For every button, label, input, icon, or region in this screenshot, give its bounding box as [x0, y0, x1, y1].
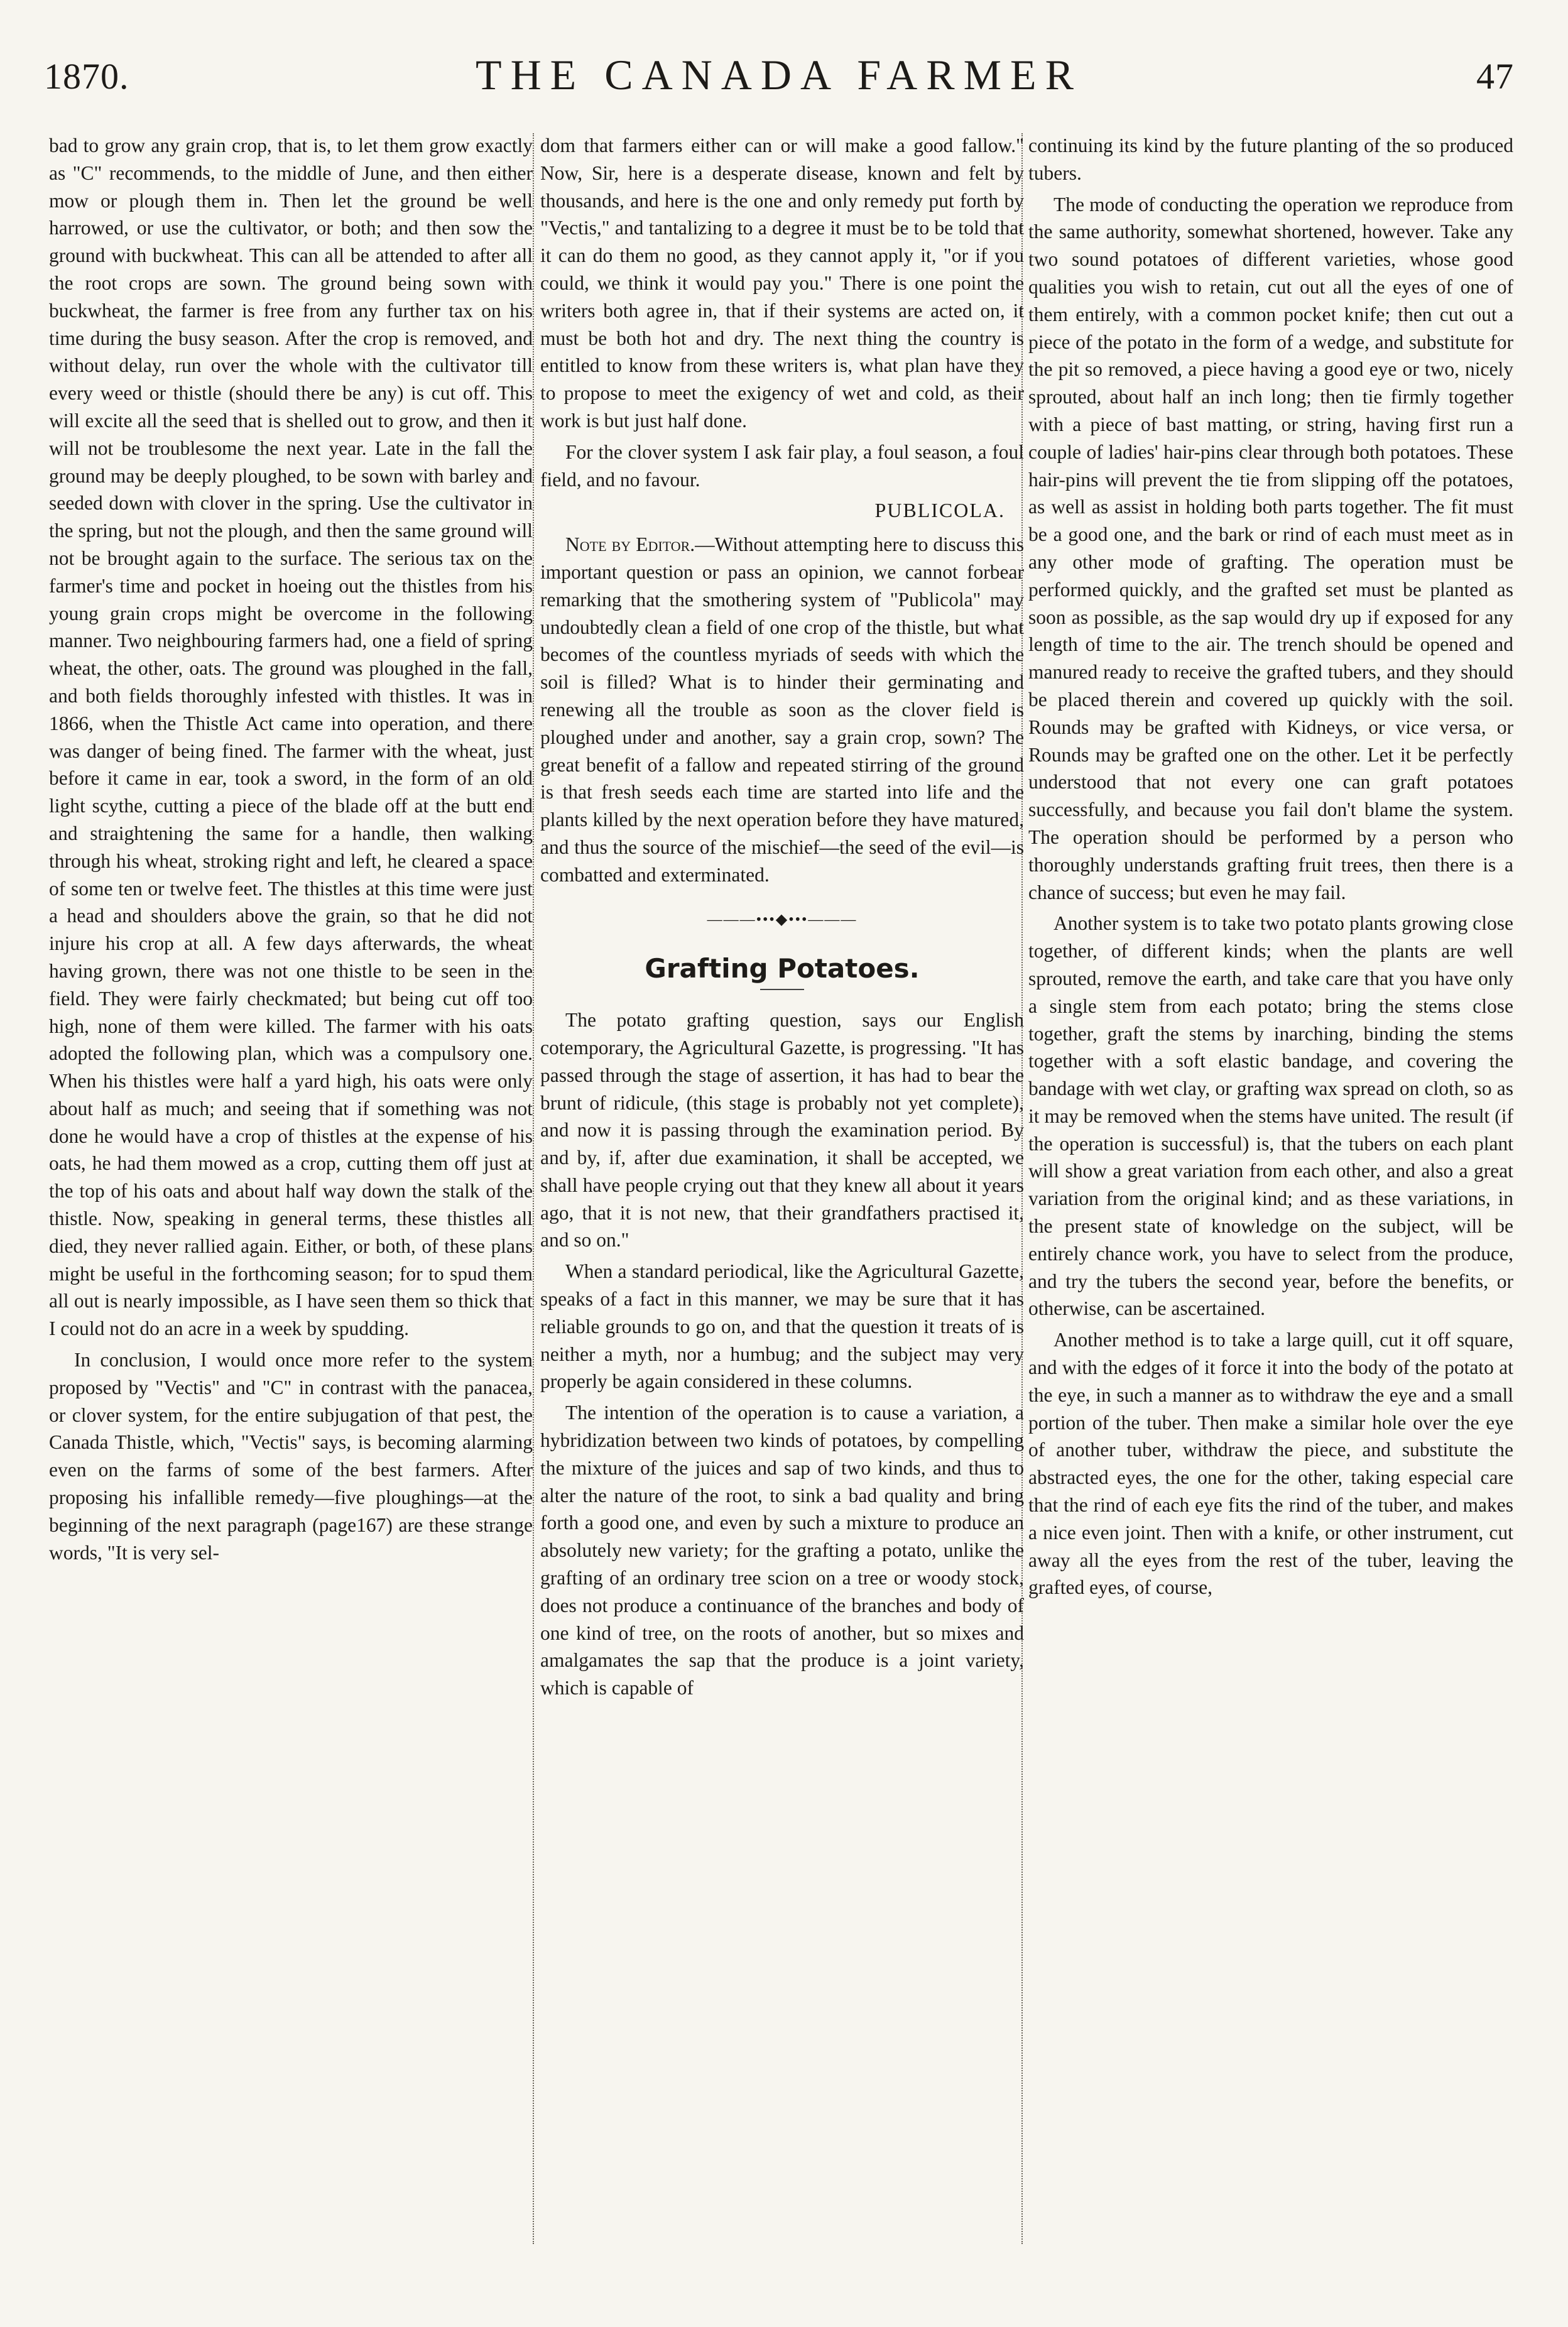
column-divider	[533, 133, 534, 2244]
paragraph: The potato grafting question, says our English cotemporary, the Agricultural Gazette, is progressing. "It has passed through the stage of assertion, it has had to bear the brunt of ridicule, (this stage is probably not yet complete), and now it is passing through the examination period. By and by, if, after due examination, it shall be accepted, we shall have people crying out that they knew all about it years ago, that it is not new, that their grandfathers practised it, and so on."	[540, 1009, 1024, 1251]
column-middle	[540, 132, 1024, 2268]
article-heading: Grafting Potatoes.	[645, 953, 920, 984]
paragraph: When a standard periodical, like the Agricultural Gazette, speaks of a fact in this manner, we may be sure that it has reliable grounds to go on, and that the question it treats of is neither a myth, nor a humbug; and the subject may very properly be again considered in these columns.	[540, 1260, 1024, 1393]
editor-note-text: —Without attempting here to discuss this important question or pass an opinion, we cannot forbear remarking that the smothering system of "Publicola" may undoubtedly clean a field of one crop of the thistle, but what becomes of the countless myriads of seeds with which the soil is filled? What is to hinder their germinating and renewing all the trouble as soon as the clover field is ploughed under and another, say a grain crop, sown? The great benefit of a fallow and repeated stirring of the ground is that fresh seeds each time are started into life and the plants killed by the next operation before they have matured, and thus the source of the mischief—the seed of the evil—is combatted and exterminated.	[540, 533, 1024, 886]
paragraph: The intention of the operation is to cause a variation, a hybridization between two kinds of potatoes, by compelling the mixture of the juices and sap of two kinds, and thus to alter the nature of the root, to sink a bad quality and bring forth a good one, and even by such a mixture to produce an absolutely new variety; for the grafting a potato, unlike the grafting of an ordinary tree scion on a tree or woody stock, does not produce a continuance of the branches and body of one kind of tree, on the roots of another, but so mixes and amalgamates the sap that the produce is a joint variety, which is capable of	[540, 1402, 1024, 1699]
editor-note-label: Note by Editor.	[565, 533, 695, 556]
issue-year: 1870.	[44, 56, 129, 97]
column-right	[1028, 132, 1513, 2268]
letter-signature: PUBLICOLA.	[874, 499, 1005, 522]
column-left	[49, 132, 533, 2268]
editor-note	[540, 531, 1024, 888]
section-ornament: ———•••◆•••———	[707, 911, 858, 928]
paragraph: dom that farmers either can or will make a good fallow." Now, Sir, here is a desperate disease, known and felt by thousands, and here is the one and only remedy put forth by "Vectis," and tantalizing to a degree it must be to be told that it can do them no good, as they cannot apply it, "or if you could, we think it would pay you." There is one point the writers both agree in, that if their systems are acted on, it must be both hot and dry. The next thing the country is entitled to know from these writers is, what plan have they to propose to meet the exigency of wet and cold, as their work is but just half done.	[540, 134, 1024, 432]
paragraph: In conclusion, I would once more refer to the system proposed by "Vectis" and "C" in contrast with the panacea, or clover system, for the entire subjugation of that pest, the Canada Thistle, which, "Vectis" says, is becoming alarming even on the farms of some of the best farmers. After proposing his infallible remedy—five ploughings—at the beginning of the next paragraph (page167) are these strange words, "It is very sel-	[49, 1349, 533, 1564]
masthead-title: THE CANADA FARMER	[476, 51, 1082, 99]
heading-rule	[760, 989, 804, 990]
page-number: 47	[1476, 56, 1514, 97]
paragraph: The mode of conducting the operation we reproduce from the same authority, somewhat shortened, however. Take any two sound potatoes of different varieties, whose good qualities you wish to retain, cut out all the eyes of one of them entirely, with a common pocket knife; then cut out a piece of the potato in the form of a wedge, and substitute for the pit so removed, a piece having a good eye or two, nicely sprouted, about half an inch long; then tie firmly together with a piece of bast matting, or string, having first run a couple of ladies' hair-pins clear through both potatoes. These hair-pins will prevent the tie from slipping off the potatoes, as well as assist in holding both parts together. The fit must be a good one, and the bark or rind of each must meet as in any other mode of grafting. The operation must be performed quickly, and the grafted set must be planted as soon as possible, as the sap would dry up if exposed for any length of time to the air. The trench should be opened and manured ready to receive the grafted tubers, and they should be placed therein and covered up quickly with the soil. Rounds may be grafted with Kidneys, or vice versa, or Rounds may be grafted one on the other. Let it be perfectly understood that not every one can graft potatoes successfully, and because you fail don't blame the system. The operation should be performed by a person who thoroughly understands grafting fruit trees, then there is a chance of success; but even he may fail.	[1028, 193, 1513, 903]
paragraph: continuing its kind by the future planting of the so produced tubers.	[1028, 134, 1513, 184]
paragraph: bad to grow any grain crop, that is, to let them grow exactly as "C" recommends, to the middle of June, and then either mow or plough them in. Then let the ground be well harrowed, or use the cultivator, or both; and then sow the ground with buckwheat. This can all be attended to after all the root crops are sown. The ground being sown with buckwheat, the farmer is free from any further tax on his time during the busy season. After the crop is removed, and without delay, run over the whole with the cultivator till every weed or thistle (should there be any) is cut off. This will excite all the seed that is shelled out to grow, and then it will not be troublesome the next year. Late in the fall the ground may be deeply ploughed, to be sown with barley and seeded down with clover in the spring. Use the cultivator in the spring, but not the plough, and then the same ground will not be brought again to the surface. The serious tax on the farmer's time and pocket in hoeing out the thistles from his young grain crops might be overcome in the following manner. Two neighbouring farmers had, one a field of spring wheat, the other, oats. The ground was ploughed in the fall, and both fields thoroughly infested with thistles. It was in 1866, when the Thistle Act came into operation, and there was danger of being fined. The farmer with the wheat, just before it came in ear, took a sword, in the form of an old light scythe, cutting a piece of the blade off at the butt end and straightening the same for a handle, then walking through his wheat, stroking right and left, he cleared a space of some ten or twelve feet. The thistles at this time were just a head and shoulders above the grain, so that he did not injure his crop at all. A few days afterwards, the wheat having grown, there was not one thistle to be seen in the field. They were fairly checkmated; but being cut off too high, none of them were killed. The farmer with his oats adopted the following plan, which was a compulsory one. When his thistles were half a yard high, his oats were only about half as much; and seeing that if something was not done he would have a crop of thistles at the expense of his oats, he had them mowed as a crop, cutting them off just at the top of his oats and about half way down the stalk of the thistle. Now, speaking in general terms, these thistles all died, they never rallied again. Either, or both, of these plans might be useful in the forthcoming season; for to spud them all out is nearly impossible, as I have seen them so thick that I could not do an acre in a week by spudding.	[49, 134, 533, 1340]
paragraph: Another method is to take a large quill, cut it off square, and with the edges of it force it into the body of the potato at the eye, in such a manner as to withdraw the eye and a small portion of the tuber. Then make a similar hole over the eye of another tuber, withdraw the piece, and substitute the abstracted eyes, the one for the other, taking especial care that the rind of each eye fits the rind of the tuber, and makes a nice even joint. Then with a knife, or other instrument, cut away all the eyes from the rest of the tuber, leaving the grafted eyes, of course,	[1028, 1329, 1513, 1599]
page-header	[44, 44, 1514, 119]
paragraph: For the clover system I ask fair play, a foul season, a foul field, and no favour.	[540, 440, 1024, 491]
paragraph: Another system is to take two potato plants growing close together, of different kinds; when the plants are well sprouted, remove the earth, and take care that you have only a single stem from each potato; bring the stems close together, graft the stems by inarching, binding the stems together with a soft elastic bandage, and covering the bandage with wet clay, or grafting wax spread on cloth, so as it may be removed when the stems have united. The result (if the operation is successful) is, that the tubers on each plant will show a great variation from each other, and also a great variation from the original kind; and as these variations, in the present state of knowledge on the subject, will be entirely chance work, you have to select from the produce, and try the tubers the second year, before the benefits, or otherwise, can be ascertained.	[1028, 912, 1513, 1320]
